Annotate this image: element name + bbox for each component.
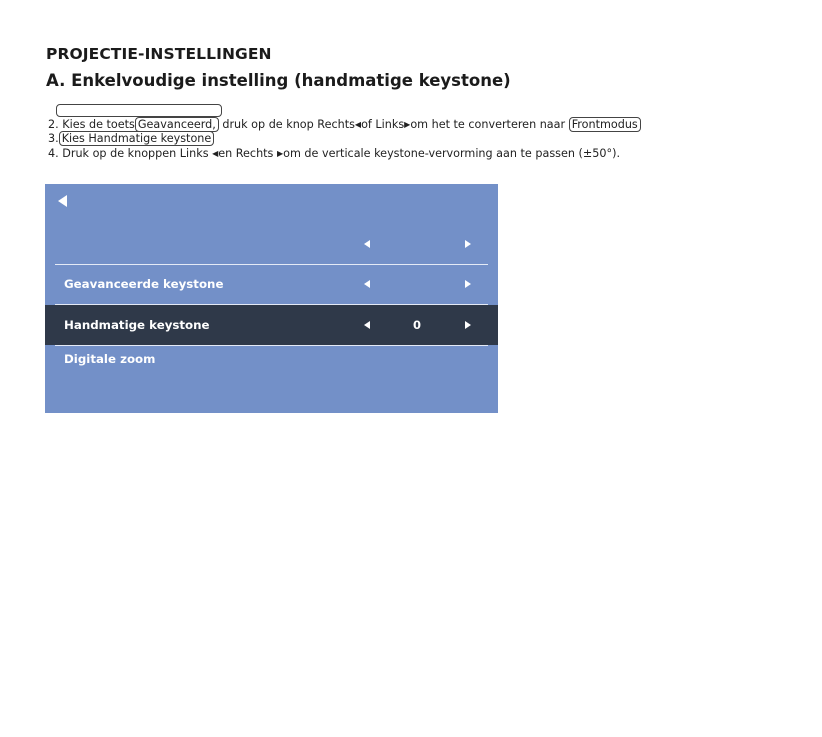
caret-left-icon[interactable] <box>58 195 67 207</box>
arrow-right-icon[interactable] <box>465 280 471 288</box>
step-text: Kies de toets <box>62 117 135 131</box>
menu-row-label: Geavanceerde keystone <box>64 277 224 291</box>
step-4 <box>48 147 641 162</box>
step-text: druk op de knop Rechts <box>222 117 355 131</box>
step-text: om de verticale keystone-vervorming aan te passen (±50°). <box>283 146 620 160</box>
step-1-placeholder <box>48 103 641 118</box>
step-2 <box>48 118 641 133</box>
step-number: 3. <box>48 132 59 145</box>
menu-row-geavanceerde-keystone[interactable] <box>45 264 498 304</box>
key-geavanceerd-box: Geavanceerd, <box>135 117 219 132</box>
menu-row-label: Digitale zoom <box>64 352 156 366</box>
arrow-left-icon[interactable] <box>364 240 370 248</box>
arrow-left-icon[interactable] <box>364 280 370 288</box>
osd-menu <box>45 184 498 413</box>
frontmodus-box: Frontmodus <box>569 117 641 132</box>
arrow-right-icon: ▶ <box>404 119 411 129</box>
step-text: Druk op de knoppen Links <box>62 146 209 160</box>
menu-row-1[interactable] <box>45 224 498 264</box>
step-number: 2. <box>48 117 59 131</box>
instruction-steps <box>48 103 641 161</box>
step-3 <box>48 132 641 147</box>
step-text: of Links <box>361 117 405 131</box>
empty-step-box <box>56 104 222 117</box>
menu-row-value: 0 <box>412 318 421 332</box>
section-title: PROJECTIE-INSTELLINGEN <box>46 45 272 63</box>
menu-row-label: Handmatige keystone <box>64 318 210 332</box>
handmatige-keystone-box: Kies Handmatige keystone <box>59 131 215 146</box>
arrow-right-icon[interactable] <box>465 240 471 248</box>
step-number: 4. <box>48 146 59 160</box>
subsection-title: A. Enkelvoudige instelling (handmatige keystone) <box>46 71 511 90</box>
arrow-right-icon: ▶ <box>276 148 284 158</box>
arrow-right-icon[interactable] <box>465 321 471 329</box>
arrow-left-icon[interactable] <box>364 321 370 329</box>
menu-row-digitale-zoom[interactable] <box>45 339 498 379</box>
arrow-left-icon: ◀ <box>212 148 219 158</box>
arrow-left-icon: ◀ <box>354 119 362 129</box>
step-text: en Rechts <box>218 146 274 160</box>
step-text: om het te converteren naar <box>410 117 566 131</box>
